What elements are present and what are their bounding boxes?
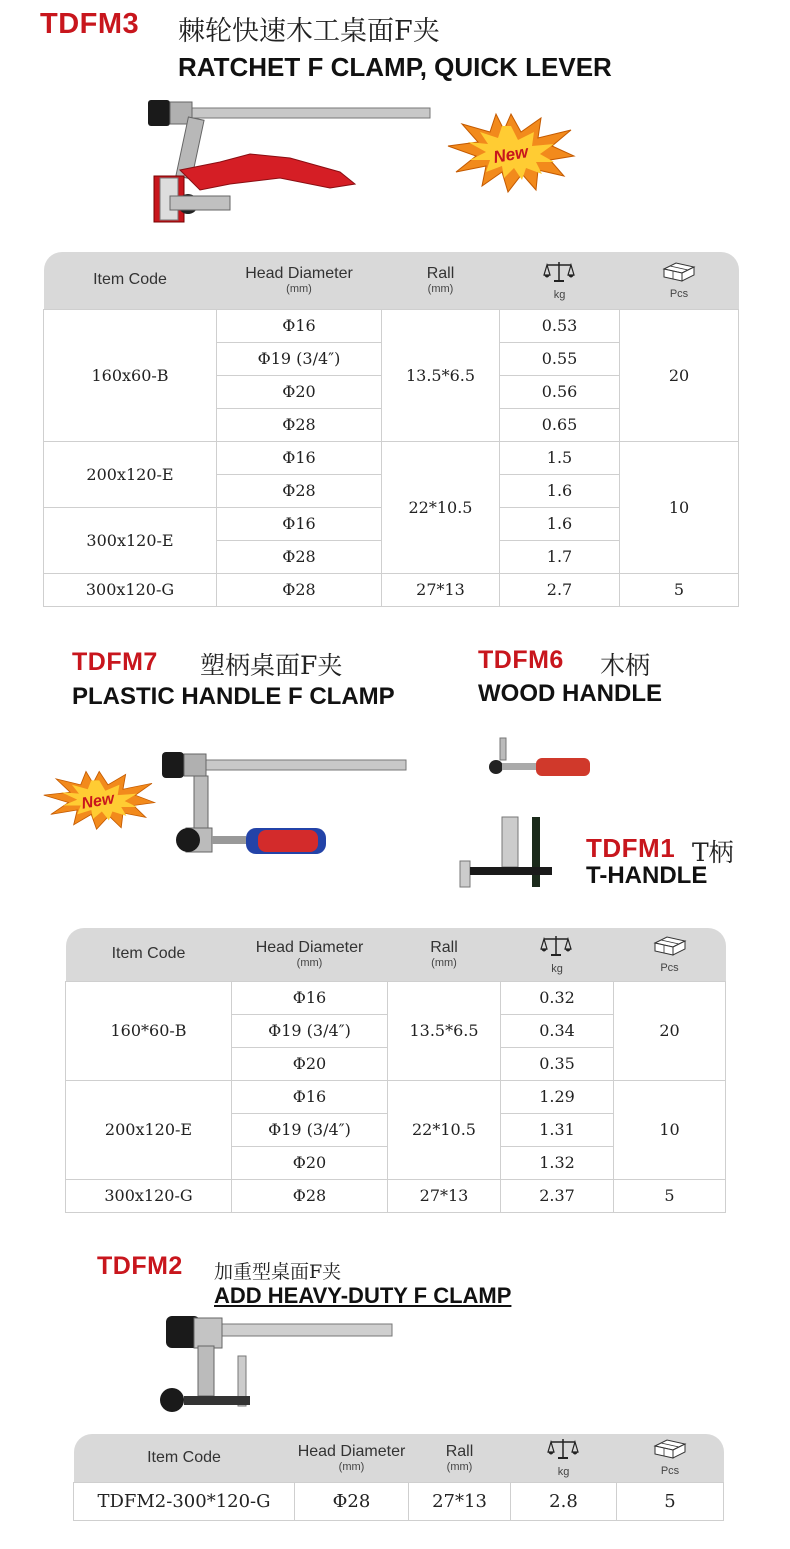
cell-weight: 1.5	[500, 441, 620, 474]
plastic-handle-clamp-image	[158, 748, 408, 863]
header-item-code: Item Code	[66, 928, 232, 981]
cell-weight: 0.55	[500, 342, 620, 375]
scale-icon	[543, 260, 577, 284]
product-name-cn-tdfm3: 棘轮快速木工桌面F夹	[178, 16, 440, 47]
product-code-tdfm7: TDFM7	[72, 648, 158, 676]
product-name-en-tdfm6: WOOD HANDLE	[478, 680, 662, 707]
cell-weight: 2.7	[500, 573, 620, 606]
scale-icon	[547, 1437, 581, 1461]
header-pcs: Pcs	[614, 928, 726, 981]
ratchet-clamp-image	[140, 92, 440, 242]
cell-pcs: 5	[620, 573, 739, 606]
cell-weight: 0.34	[501, 1014, 614, 1047]
wood-handle-clamp-image	[486, 736, 596, 782]
header-pcs: Pcs	[617, 1434, 724, 1482]
cell-head-diameter: Φ28	[295, 1482, 409, 1520]
cell-item-code: 300x120-G	[66, 1179, 232, 1212]
cell-pcs: 20	[620, 309, 739, 441]
cell-head-diameter: Φ28	[217, 474, 382, 507]
cell-item-code: 200x120-E	[66, 1080, 232, 1179]
cell-rail: 13.5*6.5	[382, 309, 500, 441]
cell-head-diameter: Φ16	[232, 981, 388, 1014]
product-code-tdfm1: TDFM1	[586, 833, 676, 863]
cell-head-diameter: Φ16	[232, 1080, 388, 1113]
product-name-en-tdfm1: T-HANDLE	[586, 862, 708, 889]
cell-head-diameter: Φ19 (3/4″)	[217, 342, 382, 375]
cell-head-diameter: Φ19 (3/4″)	[232, 1113, 388, 1146]
product-code-tdfm2: TDFM2	[97, 1252, 183, 1280]
header-rail: Rall (mm)	[409, 1434, 511, 1482]
cell-head-diameter: Φ16	[217, 309, 382, 342]
cell-head-diameter: Φ16	[217, 507, 382, 540]
cell-head-diameter: Φ20	[232, 1146, 388, 1179]
cell-head-diameter: Φ20	[232, 1047, 388, 1080]
header-item-code: Item Code	[74, 1434, 295, 1482]
product-name-cn-tdfm2: 加重型桌面F夹	[214, 1261, 342, 1283]
cell-rail: 22*10.5	[382, 441, 500, 573]
product-name-en-tdfm3: RATCHET F CLAMP, QUICK LEVER	[178, 52, 612, 82]
carton-box-icon	[653, 935, 687, 957]
cell-head-diameter: Φ19 (3/4″)	[232, 1014, 388, 1047]
cell-weight: 2.8	[511, 1482, 617, 1520]
cell-item-code: 160*60-B	[66, 981, 232, 1080]
header-head-diameter: Head Diameter (mm)	[232, 928, 388, 981]
cell-head-diameter: Φ28	[217, 408, 382, 441]
product-code-tdfm6: TDFM6	[478, 646, 564, 674]
cell-weight: 0.56	[500, 375, 620, 408]
header-head-diameter: Head Diameter (mm)	[217, 252, 382, 309]
cell-rail: 22*10.5	[388, 1080, 501, 1179]
new-badge-burst-2	[42, 770, 157, 830]
header-rail: Rall (mm)	[382, 252, 500, 309]
product-name-cn-tdfm7: 塑柄桌面F夹	[200, 651, 343, 680]
product-name-cn-tdfm6: 木柄	[600, 651, 651, 680]
cell-weight: 0.65	[500, 408, 620, 441]
carton-box-icon	[653, 1438, 687, 1460]
header-weight: kg	[500, 252, 620, 309]
cell-rail: 27*13	[388, 1179, 501, 1212]
cell-rail: 27*13	[382, 573, 500, 606]
header-rail: Rall (mm)	[388, 928, 501, 981]
cell-head-diameter: Φ28	[217, 573, 382, 606]
cell-rail: 13.5*6.5	[388, 981, 501, 1080]
cell-item-code: TDFM2-300*120-G	[74, 1482, 295, 1520]
new-badge-burst-1	[446, 112, 576, 194]
scale-icon	[540, 934, 574, 958]
cell-item-code: 300x120-G	[44, 573, 217, 606]
new-badge-text-2: New	[80, 790, 116, 813]
cell-item-code: 300x120-E	[44, 507, 217, 573]
cell-weight: 0.53	[500, 309, 620, 342]
cell-pcs: 5	[614, 1179, 726, 1212]
header-pcs: Pcs	[620, 252, 739, 309]
product-name-en-tdfm7: PLASTIC HANDLE F CLAMP	[72, 683, 395, 710]
header-weight: kg	[511, 1434, 617, 1482]
cell-weight: 1.6	[500, 507, 620, 540]
cell-weight: 1.7	[500, 540, 620, 573]
cell-weight: 1.32	[501, 1146, 614, 1179]
cell-pcs: 20	[614, 981, 726, 1080]
cell-pcs: 10	[614, 1080, 726, 1179]
spec-table-tdfm3	[43, 252, 739, 607]
t-handle-clamp-image	[452, 815, 562, 890]
cell-item-code: 200x120-E	[44, 441, 217, 507]
cell-head-diameter: Φ20	[217, 375, 382, 408]
carton-box-icon	[662, 261, 696, 283]
cell-pcs: 10	[620, 441, 739, 573]
heavy-duty-clamp-image	[154, 1312, 394, 1416]
cell-weight: 1.29	[501, 1080, 614, 1113]
cell-weight: 2.37	[501, 1179, 614, 1212]
cell-weight: 0.32	[501, 981, 614, 1014]
cell-weight: 1.6	[500, 474, 620, 507]
cell-head-diameter: Φ28	[232, 1179, 388, 1212]
cell-rail: 27*13	[409, 1482, 511, 1520]
cell-head-diameter: Φ28	[217, 540, 382, 573]
new-badge-text-1: New	[491, 142, 530, 167]
cell-item-code: 160x60-B	[44, 309, 217, 441]
cell-pcs: 5	[617, 1482, 724, 1520]
header-item-code: Item Code	[44, 252, 217, 309]
product-name-cn-tdfm1: T柄	[692, 838, 734, 867]
product-name-en-tdfm2: ADD HEAVY-DUTY F CLAMP	[214, 1283, 512, 1308]
spec-table-tdfm7	[65, 928, 726, 1213]
header-head-diameter: Head Diameter (mm)	[295, 1434, 409, 1482]
cell-weight: 0.35	[501, 1047, 614, 1080]
cell-head-diameter: Φ16	[217, 441, 382, 474]
header-weight: kg	[501, 928, 614, 981]
cell-weight: 1.31	[501, 1113, 614, 1146]
product-code-tdfm3: TDFM3	[40, 8, 140, 40]
spec-table-tdfm2	[73, 1434, 724, 1521]
